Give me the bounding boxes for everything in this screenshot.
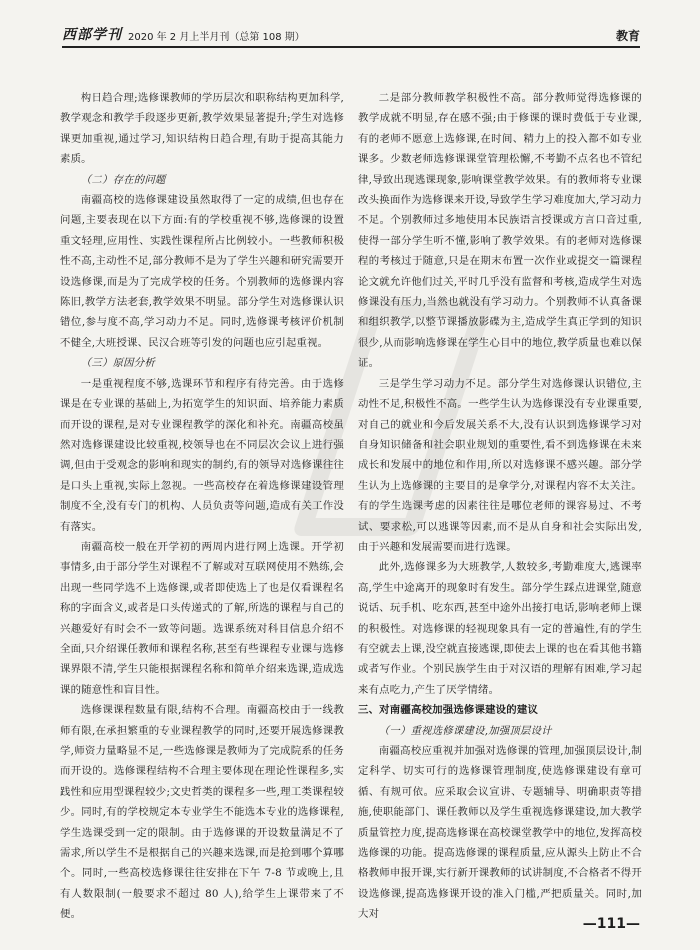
subsection-heading: （一）重视选修课建设,加强顶层设计 (378, 724, 552, 737)
paragraph: 南疆高校一般在开学初的两周内进行网上选课。开学初事情多,由于部分学生对课程不了解或对互联网使用不熟练,会出现一些同学选不上选修课,或者即使选上了也是仅看课程名称的字面含义,或者是口头传递式的了解,所选的课程与自己的兴趣爱好有时会不一致等问题。选课系统对科目信息介绍不全面,只介绍课任教师和课程名称,甚至有些课程专业课与选修课界限不清,学生只能根据课程名称和简单介绍来选课,造成选课的随意性和盲目性。 (60, 540, 344, 696)
paragraph: 二是部分教师教学积极性不高。部分教师觉得选修课的教学成就不明显,存在感不强;由于修课的课时费低于专业课,有的老师不愿意上选修课,在时间、精力上的投入都不如专业课多。少数老师选修课课堂管理松懈,不考勤不点名也不管纪律,导致出现逃课现象,影响课堂教学效果。有的教师将专业课改头换面作为选修课来开设,导致学生学习难度加大,学习动力不足。个别教师过多地使用本民族语言授课或方言口音过重,使得一部分学生听不懂,影响了教学效果。有的老师对选修课程的考核过于随意,只是在期末布置一次作业或提交一篇课程论文就允许他们过关,平时几乎没有监督和考核,造成学生对选修课没有压力,当然也就没有学习动力。个别教师不认真备课和组织教学,以整节课播放影碟为主,造成学生真正学到的知识很少,从而影响选修课在学生心目中的地位,教学质量也难以保证。 (358, 92, 642, 370)
header-left (62, 24, 305, 46)
paragraph: 南疆高校应重视并加强对选修课的管理,加强顶层设计,制定科学、切实可行的选修课管理制度,使选修课建设有章可循、有规可依。应采取会议宣讲、专题辅导、明确职责等措施,使职能部门、课任教师以及学生重视选修课建设,加大教学质量管控力度,提高选修课在高校课堂教学中的地位,发挥高校选修课的功能。提高选修课的课程质量,应从源头上防止不合格教师申报开课,实行新开课教师的试讲制度,不合格者不得开设选修课,提高选修课开设的准入门槛,严把质量关。同时,加大对 (358, 745, 642, 921)
paragraph: 三是学生学习动力不足。部分学生对选修课认识错位,主动性不足,积极性不高。一些学生认为选修课没有专业课重要,对自己的就业和今后发展关系不大,没有认识到选修课学习对自身知识储备和社会职业规划的重要性,看不到选修课在未来成长和发展中的地位和作用,所以对选修课不感兴趣。部分学生认为上选修课的主要目的是拿学分,对课程内容不太关注。有的学生选课考虑的因素往往是哪位老师的课容易过、不考试、要求松,可以逃课等因素,而不是从自身和社会实际出发,由于兴趣和发展需要而进行选课。 (358, 377, 642, 553)
section-heading: 三、对南疆高校加强选修课建设的建议 (358, 704, 539, 717)
right-column (358, 88, 642, 921)
paragraph: 构日趋合理;选修课教师的学历层次和职称结构更加科学,教学观念和教学手段逐步更新,教学效果显著提升;学生对选修课更加重视,通过学习,知识结构日趋合理,有助于提高其能力素质。 (60, 92, 344, 166)
section-label: 教育 (615, 29, 640, 43)
page-number: —111— (582, 916, 640, 932)
paragraph: 选修课课程数量有限,结构不合理。南疆高校由于一线教师有限,在承担繁重的专业课程教学的同时,还要开展选修课教学,师资力量略显不足,一些选修课是教师为了完成院系的任务而开设的。选修课程结构不合理主要体现在理论性课程多,实践性和应用型课程较少;文史哲类的课程多一些,理工类课程较少。同时,有的学校规定本专业学生不能选本专业的选修课程,学生选课受到一定的限制。由于选修课的开设数量满足不了需求,所以学生不是根据自己的兴趣来选课,而是抢到哪个算哪个。同时,一些高校选修课往往安排在下午 7-8 节或晚上,且有人数限制(一般要求不超过 80 人),给学生上课带来了不便。 (60, 704, 344, 921)
paragraph: 南疆高校的选修课建设虽然取得了一定的成绩,但也存在问题,主要表现在以下方面:有的学校重视不够,选修课的设置重文轻理,应用性、实践性课程所占比例较小。一些教师积极性不高,主动性不足,部分教师不是为了学生兴趣和研究需要开设选修课,而是为了完成学校的任务。个别教师的选修课内容陈旧,教学方法老套,教学效果不明显。部分学生对选修课认识错位,参与度不高,学习动力不足。同时,选修课考核评价机制不健全,大班授课、民汉合班等引发的问题也应引起重视。 (60, 194, 344, 349)
paragraph: 一是重视程度不够,选课环节和程序有待完善。由于选修课是在专业课的基础上,为拓宽学生的知识面、培养能力素质而开设的课程,是对专业课程教学的深化和补充。南疆高校虽然对选修课建设比较重视,校领导也在不同层次会议上进行强调,但由于受观念的影响和现实的制约,有的领导对选修课往往是口头上重视,实际上忽视。一些高校存在着选修课建设管理制度不全,没有专门的机构、人员负责等问题,造成有关工作没有落实。 (60, 377, 344, 533)
page-header (62, 22, 640, 48)
paragraph: 此外,选修课多为大班教学,人数较多,考勤难度大,逃课率高,学生中途离开的现象时有发生。部分学生踩点进课堂,随意说话、玩手机、吃东西,甚至中途外出接打电话,影响老师上课的积极性。对选修课的轻视现象具有一定的普遍性,有的学生有空就去上课,没空就直接逃课,即使去上课的也在看其他书籍或者写作业。个别民族学生由于对汉语的理解有困难,学习起来有点吃力,产生了厌学情绪。 (358, 561, 642, 696)
subsection-heading: （二）存在的问题 (80, 173, 166, 186)
left-column (60, 88, 344, 921)
subsection-heading: （三）原因分析 (80, 357, 155, 370)
article-body (60, 88, 642, 921)
journal-name: 西部学刊 (62, 27, 122, 43)
issue-info: 2020 年 2 月上半月刊（总第 108 期） (128, 32, 305, 43)
